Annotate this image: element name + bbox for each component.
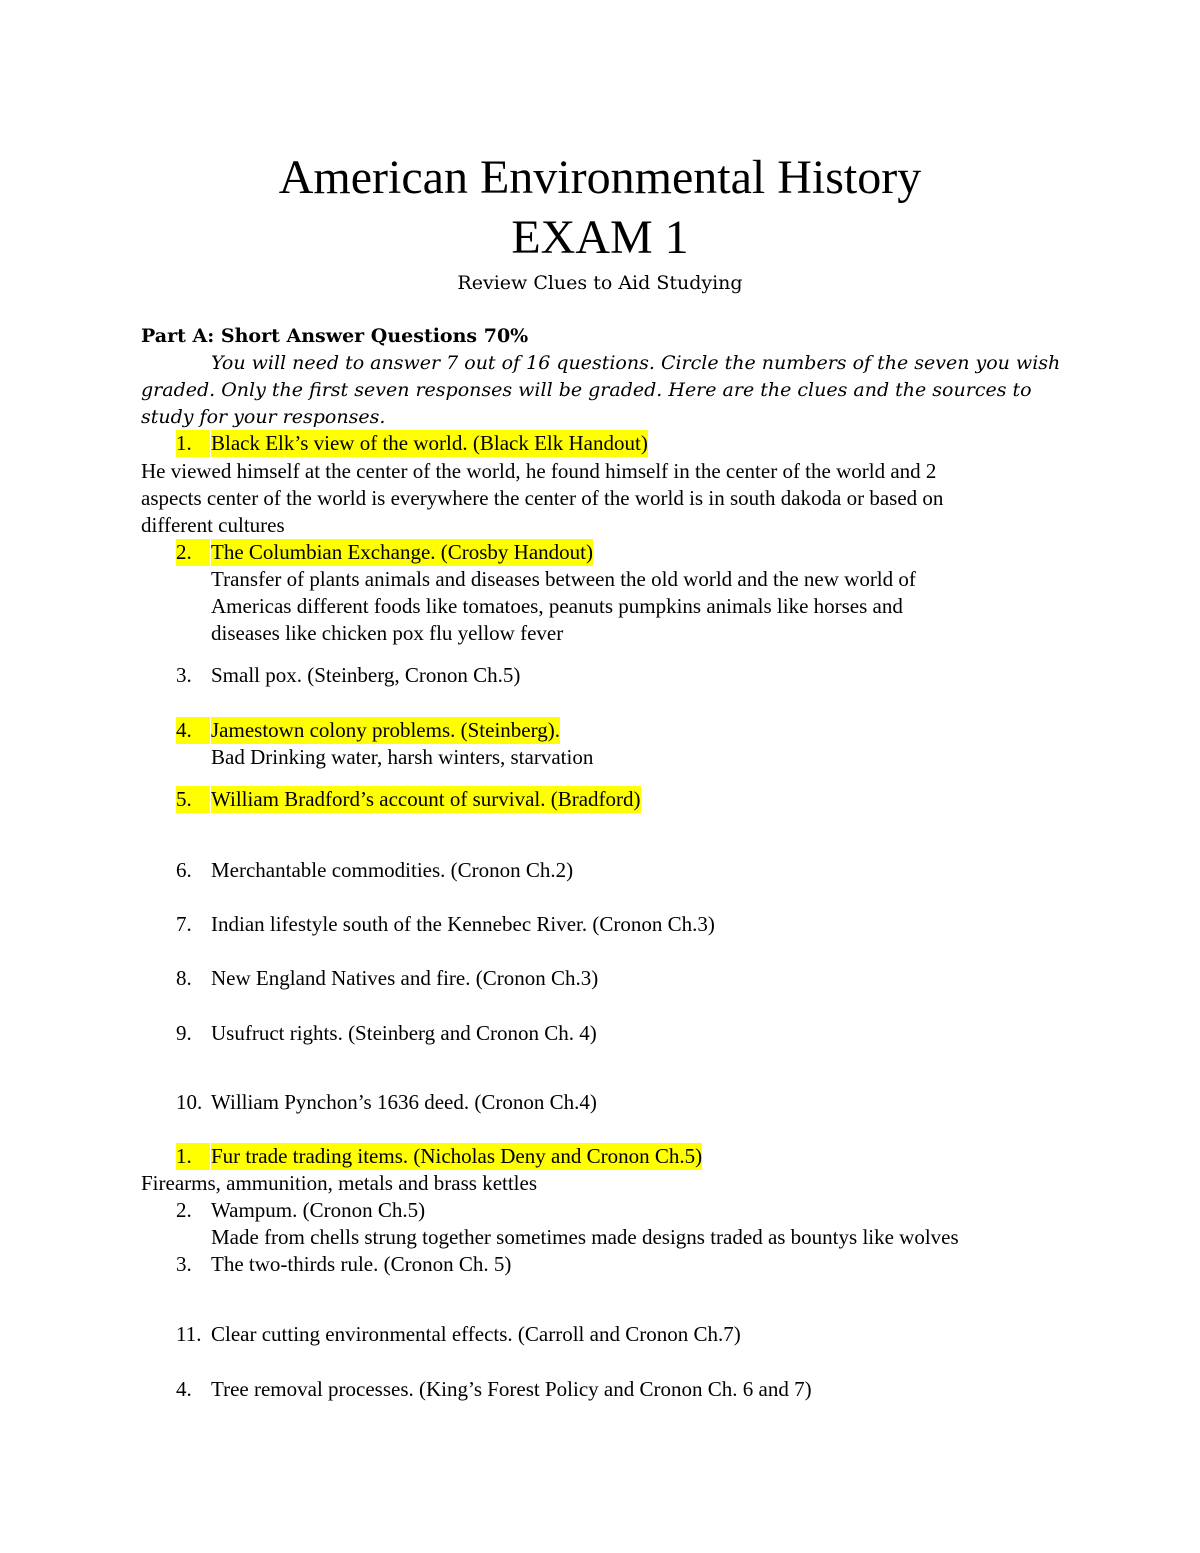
item-text: The Columbian Exchange. (Crosby Handout) [211, 540, 593, 564]
answer-line: Bad Drinking water, harsh winters, starvation [211, 745, 594, 769]
item-number: 1. [176, 1143, 210, 1170]
item-text: Wampum. (Cronon Ch.5) [211, 1198, 426, 1222]
item-number: 8. [176, 966, 192, 990]
instructions-line: study for your responses. [141, 406, 386, 428]
item-number: 9. [176, 1021, 192, 1045]
answer-line: Firearms, ammunition, metals and brass kettles [141, 1171, 538, 1195]
item-number: 10. [176, 1090, 203, 1114]
item-number: 11. [176, 1322, 202, 1346]
part-a-heading: Part A: Short Answer Questions 70% [141, 325, 529, 347]
document-title: American Environmental History [278, 151, 922, 204]
answer-line: diseases like chicken pox flu yellow fever [211, 621, 564, 645]
answer-line: different cultures [141, 513, 285, 537]
item-number: 2. [176, 1198, 192, 1222]
item-number: 6. [176, 858, 192, 882]
item-text: Indian lifestyle south of the Kennebec River. (Cronon Ch.3) [211, 912, 715, 936]
item-number: 5. [176, 786, 210, 813]
item-text: Black Elk’s view of the world. (Black Elk Handout) [211, 431, 648, 455]
item-text: Small pox. (Steinberg, Cronon Ch.5) [211, 663, 521, 687]
item-text: Merchantable commodities. (Cronon Ch.2) [211, 858, 574, 882]
item-text: William Pynchon’s 1636 deed. (Cronon Ch.4) [211, 1090, 597, 1114]
answer-line: Made from chells strung together sometimes made designs traded as bountys like wolves [211, 1225, 959, 1249]
answer-line: Americas different foods like tomatoes, peanuts pumpkins animals like horses and [211, 594, 903, 618]
item-number: 4. [176, 717, 210, 744]
item-number: 3. [176, 1252, 192, 1276]
item-number: 7. [176, 912, 192, 936]
item-number: 3. [176, 663, 192, 687]
item-text: Tree removal processes. (King’s Forest Policy and Cronon Ch. 6 and 7) [211, 1377, 812, 1401]
item-text: Clear cutting environmental effects. (Carroll and Cronon Ch.7) [211, 1322, 741, 1346]
item-text: New England Natives and fire. (Cronon Ch.3) [211, 966, 599, 990]
item-number: 2. [176, 539, 210, 566]
item-text: Fur trade trading items. (Nicholas Deny and Cronon Ch.5) [211, 1144, 703, 1168]
item-text: The two-thirds rule. (Cronon Ch. 5) [211, 1252, 512, 1276]
item-number: 1. [176, 430, 210, 457]
document-subtitle: Review Clues to Aid Studying [457, 272, 743, 294]
item-number: 4. [176, 1377, 192, 1401]
answer-line: aspects center of the world is everywhere the center of the world is in south dakoda or based on [141, 486, 944, 510]
instructions-line: You will need to answer 7 out of 16 questions. Circle the numbers of the seven you wish [211, 352, 1061, 374]
instructions-line: graded. Only the first seven responses will be graded. Here are the clues and the sources to [141, 379, 1032, 401]
item-text: William Bradford’s account of survival. (Bradford) [211, 787, 641, 811]
item-text: Jamestown colony problems. (Steinberg). [211, 718, 560, 742]
item-text: Usufruct rights. (Steinberg and Cronon Ch. 4) [211, 1021, 597, 1045]
answer-line: Transfer of plants animals and diseases between the old world and the new world of [211, 567, 916, 591]
exam-title: EXAM 1 [511, 211, 689, 264]
answer-line: He viewed himself at the center of the world, he found himself in the center of the world and 2 [141, 459, 937, 483]
